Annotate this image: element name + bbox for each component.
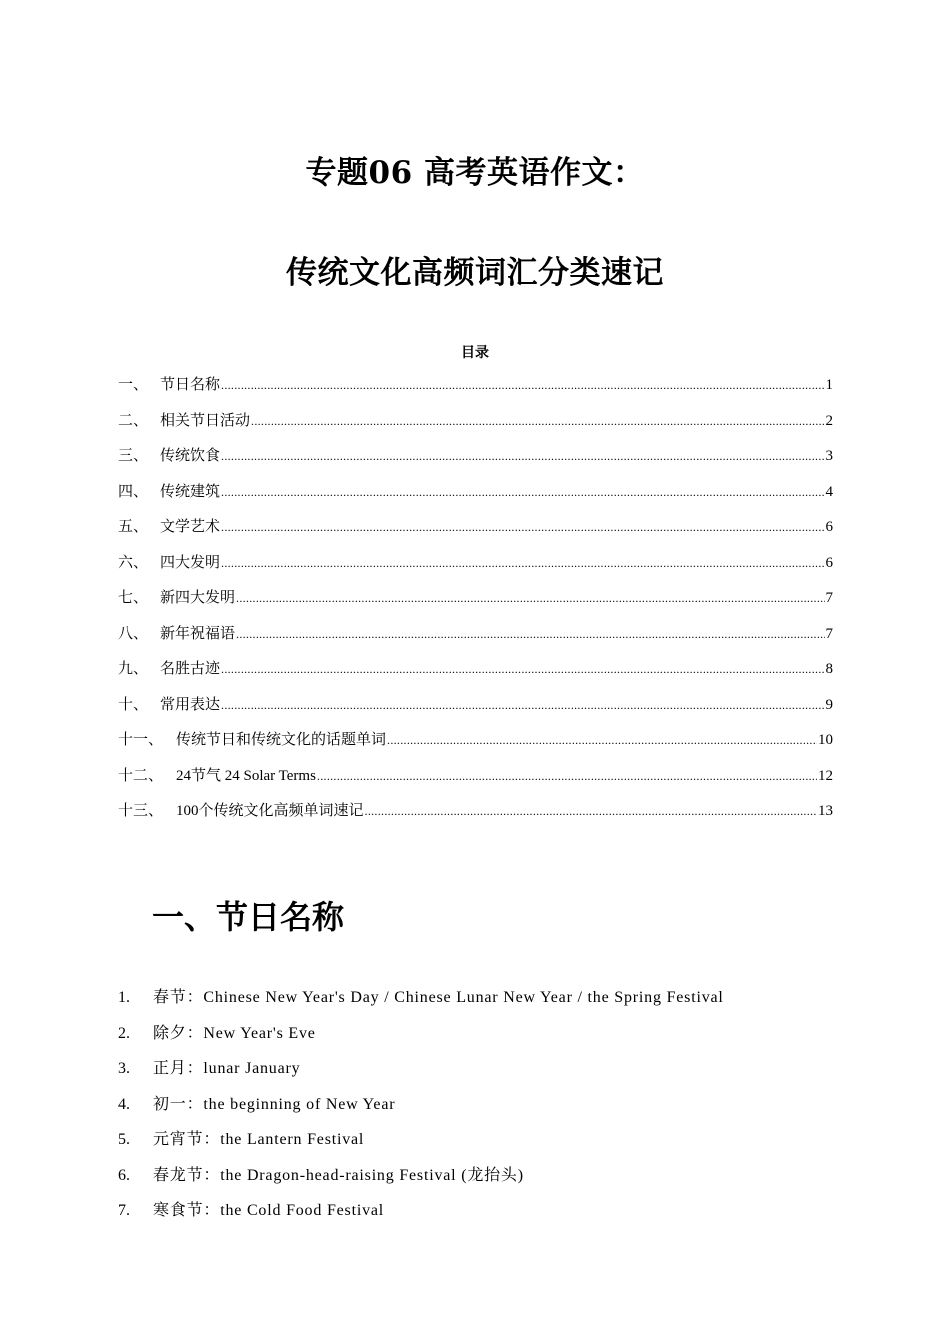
list-item-text: 初一：the beginning of New Year <box>153 1095 396 1113</box>
toc-entry-page: 6 <box>825 554 833 571</box>
toc-entry-7[interactable] <box>118 581 833 617</box>
toc-entry-page: 7 <box>825 625 833 642</box>
toc-entry-4[interactable] <box>118 475 833 511</box>
toc-entry-page: 3 <box>825 448 833 464</box>
toc-entry-label: 常用表达 <box>160 696 221 713</box>
toc-dot-leader <box>251 404 824 440</box>
toc-entry-page: 1 <box>825 377 833 393</box>
toc-dot-leader <box>221 546 824 582</box>
toc-entry-number: 五、 <box>118 519 149 535</box>
toc-entry-10[interactable] <box>118 688 833 724</box>
toc-entry-11[interactable] <box>118 723 833 759</box>
festival-list <box>118 980 833 1229</box>
list-item-number: 5. <box>118 1131 130 1148</box>
toc-entry-2[interactable] <box>118 404 833 440</box>
list-item-number: 1. <box>118 989 130 1006</box>
list-item <box>118 1087 833 1123</box>
list-item-text: 除夕：New Year's Eve <box>153 1024 316 1042</box>
toc-entry-label: 传统建筑 <box>160 483 221 500</box>
toc-entry-label: 传统节日和传统文化的话题单词 <box>176 732 387 748</box>
list-item <box>118 980 833 1016</box>
list-item-number: 4. <box>118 1095 130 1113</box>
toc-heading: 目录 <box>461 345 489 361</box>
toc-entry-page: 12 <box>818 767 833 784</box>
toc-dot-leader <box>221 652 824 688</box>
toc-dot-leader <box>221 688 824 724</box>
toc-entry-number: 三、 <box>118 448 149 464</box>
list-item <box>118 1051 833 1087</box>
toc-entry-3[interactable] <box>118 439 833 475</box>
toc-entry-number: 二、 <box>118 412 149 429</box>
toc-entry-page: 4 <box>825 483 833 500</box>
toc-entry-page: 6 <box>825 519 833 535</box>
toc-entry-page: 10 <box>818 732 833 748</box>
toc-entry-number: 十三、 <box>118 803 164 819</box>
toc-entry-9[interactable] <box>118 652 833 688</box>
list-item-number: 2. <box>118 1024 130 1042</box>
toc-entry-12[interactable] <box>118 759 833 795</box>
toc-entry-number: 八、 <box>118 625 149 642</box>
list-item <box>118 1016 833 1052</box>
toc-entry-label: 文学艺术 <box>160 519 221 535</box>
toc-dot-leader <box>317 759 817 795</box>
list-item-text: 春节：Chinese New Year's Day / Chinese Lunar New Year / the Spring Festival <box>153 989 724 1006</box>
document-title-line-1: 专题06 高考英语作文： <box>305 155 645 191</box>
toc-entry-label: 节日名称 <box>160 377 221 393</box>
toc-entry-8[interactable] <box>118 617 833 653</box>
toc-dot-leader <box>387 723 817 759</box>
list-item <box>118 1158 833 1194</box>
toc-entry-page: 8 <box>825 661 833 677</box>
toc-entry-13[interactable] <box>118 794 833 830</box>
toc-dot-leader <box>221 510 824 546</box>
list-item-text: 正月：lunar January <box>153 1060 301 1077</box>
list-item-number: 7. <box>118 1202 130 1219</box>
toc-entry-label: 100个传统文化高频单词速记 <box>176 803 364 819</box>
list-item-text: 寒食节：the Cold Food Festival <box>153 1202 385 1219</box>
list-item-number: 3. <box>118 1060 130 1077</box>
toc-dot-leader <box>236 581 824 617</box>
toc-entry-label: 名胜古迹 <box>160 661 221 677</box>
toc-entry-label: 24节气 24 Solar Terms <box>176 767 316 784</box>
list-item-number: 6. <box>118 1166 130 1184</box>
toc-entry-page: 13 <box>818 803 833 819</box>
toc-entry-number: 十二、 <box>118 767 164 784</box>
toc-entry-number: 六、 <box>118 554 149 571</box>
toc-entry-number: 十一、 <box>118 732 164 748</box>
toc-entry-1[interactable] <box>118 368 833 404</box>
toc-dot-leader <box>221 475 824 511</box>
toc-entry-page: 7 <box>825 590 833 606</box>
toc-entry-label: 传统饮食 <box>160 448 221 464</box>
toc-entry-label: 四大发明 <box>160 554 221 571</box>
document-title-line-2: 传统文化高频词汇分类速记 <box>286 255 664 291</box>
table-of-contents <box>118 368 833 830</box>
list-item <box>118 1122 833 1158</box>
toc-dot-leader <box>365 794 817 830</box>
toc-dot-leader <box>221 368 824 404</box>
toc-entry-6[interactable] <box>118 546 833 582</box>
list-item-text: 元宵节：the Lantern Festival <box>153 1131 365 1148</box>
section-heading: 一、节日名称 <box>152 898 345 936</box>
toc-entry-number: 九、 <box>118 661 149 677</box>
toc-entry-number: 十、 <box>118 696 149 713</box>
list-item <box>118 1193 833 1229</box>
list-item-text: 春龙节：the Dragon-head-raising Festival (龙抬头) <box>153 1166 524 1184</box>
toc-entry-number: 四、 <box>118 483 149 500</box>
toc-entry-page: 9 <box>825 696 833 713</box>
toc-entry-label: 相关节日活动 <box>160 412 251 429</box>
toc-entry-5[interactable] <box>118 510 833 546</box>
toc-entry-number: 七、 <box>118 590 149 606</box>
toc-entry-number: 一、 <box>118 377 149 393</box>
toc-dot-leader <box>221 439 824 475</box>
toc-dot-leader <box>236 617 824 653</box>
toc-entry-label: 新四大发明 <box>160 590 236 606</box>
toc-entry-page: 2 <box>825 412 833 429</box>
toc-entry-label: 新年祝福语 <box>160 625 236 642</box>
